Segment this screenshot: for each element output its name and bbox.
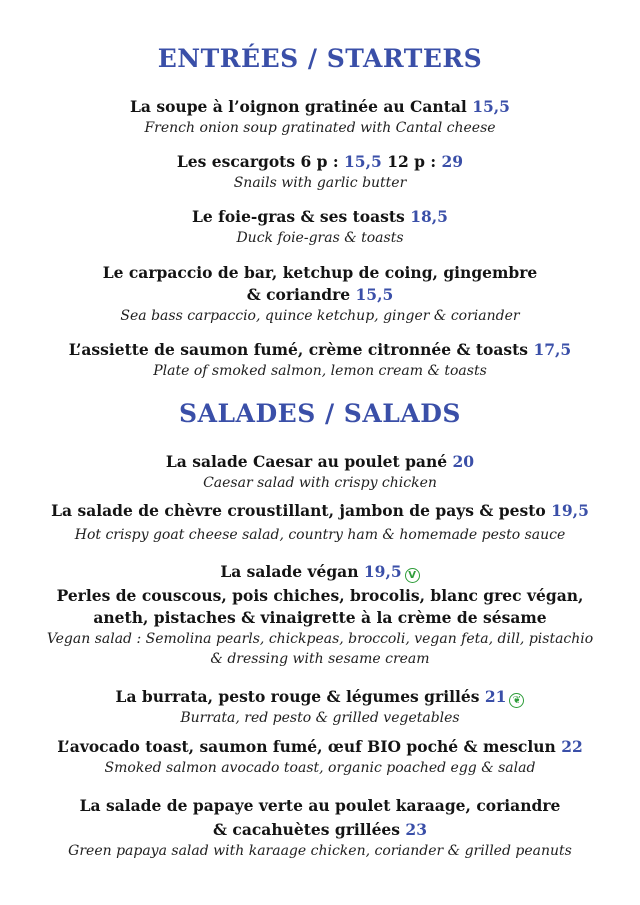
item-description: Duck foie-gras & toasts (236, 230, 404, 246)
item-price: 20 (452, 452, 475, 471)
menu-item (0, 96, 640, 138)
item-name: L’assiette de saumon fumé, crème citronnée & toasts (68, 340, 529, 359)
item-details-line: Perles de couscous, pois chiches, brocolis, blanc grec végan, (56, 586, 584, 605)
item-price: 17,5 (533, 340, 572, 359)
item-name-line (0, 151, 640, 173)
item-name-line (0, 736, 640, 758)
item-name: Les escargots 6 p : (176, 152, 339, 171)
item-description: French onion soup gratinated with Cantal cheese (144, 120, 496, 136)
item-price: 21 (484, 687, 507, 706)
item-description: & dressing with sesame cream (210, 651, 430, 667)
item-name: La burrata, pesto rouge & légumes grillés (115, 687, 480, 706)
item-name: La salade végan (220, 562, 359, 581)
vegetarian-leaf-icon: ❦ (509, 693, 524, 708)
item-name-line (0, 339, 640, 361)
item-price: 15,5 (355, 285, 394, 304)
item-name-line (0, 819, 640, 841)
item-price: 15,5 (472, 97, 510, 116)
item-description: Green papaya salad with karaage chicken, coriander & grilled peanuts (68, 843, 572, 859)
menu-item (0, 686, 640, 728)
item-description: Vegan salad : Semolina pearls, chickpeas, broccoli, vegan feta, dill, pistachio (46, 631, 594, 647)
item-price: 19,5 (363, 562, 402, 581)
menu-item (0, 206, 640, 248)
menu-item (0, 451, 640, 493)
vegan-icon: V (405, 568, 420, 583)
item-name: 12 p : (387, 152, 437, 171)
menu-item (0, 262, 640, 326)
item-price: 19,5 (551, 501, 589, 520)
section-title-salads: SALADES / SALADS (179, 399, 461, 428)
item-name: La soupe à l’oignon gratinée au Cantal (130, 97, 467, 116)
item-price: 15,5 (344, 152, 382, 171)
item-name-line: La salade de papaye verte au poulet karaage, coriandre (79, 796, 561, 815)
menu-item (0, 151, 640, 193)
item-name: L’avocado toast, saumon fumé, œuf BIO poché & mesclun (57, 737, 556, 756)
item-price: 18,5 (410, 207, 448, 226)
menu-item (0, 561, 640, 669)
item-name-line (0, 284, 640, 306)
item-name-line (0, 96, 640, 118)
item-name: La salade de chèvre croustillant, jambon de pays & pesto (51, 501, 546, 520)
menu-item (0, 795, 640, 861)
item-description: Smoked salmon avocado toast, organic poached egg & salad (104, 760, 536, 776)
item-name-line (0, 500, 640, 522)
item-name-line (0, 451, 640, 473)
item-name: La salade Caesar au poulet pané (165, 452, 448, 471)
item-name-line: Le carpaccio de bar, ketchup de coing, gingembre (102, 263, 538, 282)
item-price: 22 (561, 737, 583, 756)
item-description: Hot crispy goat cheese salad, country ham & homemade pesto sauce (74, 527, 566, 543)
item-description: Plate of smoked salmon, lemon cream & toasts (153, 363, 487, 379)
item-name: & coriandre (246, 285, 351, 304)
item-name-line (0, 206, 640, 228)
item-description: Sea bass carpaccio, quince ketchup, ginger & coriander (120, 308, 520, 324)
menu-item (0, 500, 640, 545)
item-details-line: aneth, pistaches & vinaigrette à la crème de sésame (93, 608, 547, 627)
item-name-line (0, 561, 640, 583)
item-name: & cacahuètes grillées (213, 820, 401, 839)
item-name: Le foie-gras & ses toasts (192, 207, 405, 226)
item-description: Caesar salad with crispy chicken (203, 475, 437, 491)
item-price: 23 (405, 820, 427, 839)
item-name-line (0, 686, 640, 708)
item-description: Snails with garlic butter (233, 175, 407, 191)
menu-item (0, 736, 640, 778)
item-price: 29 (441, 152, 464, 171)
item-description: Burrata, red pesto & grilled vegetables (180, 710, 460, 726)
section-title-starters: ENTRÉES / STARTERS (157, 44, 483, 73)
menu-item (0, 339, 640, 381)
